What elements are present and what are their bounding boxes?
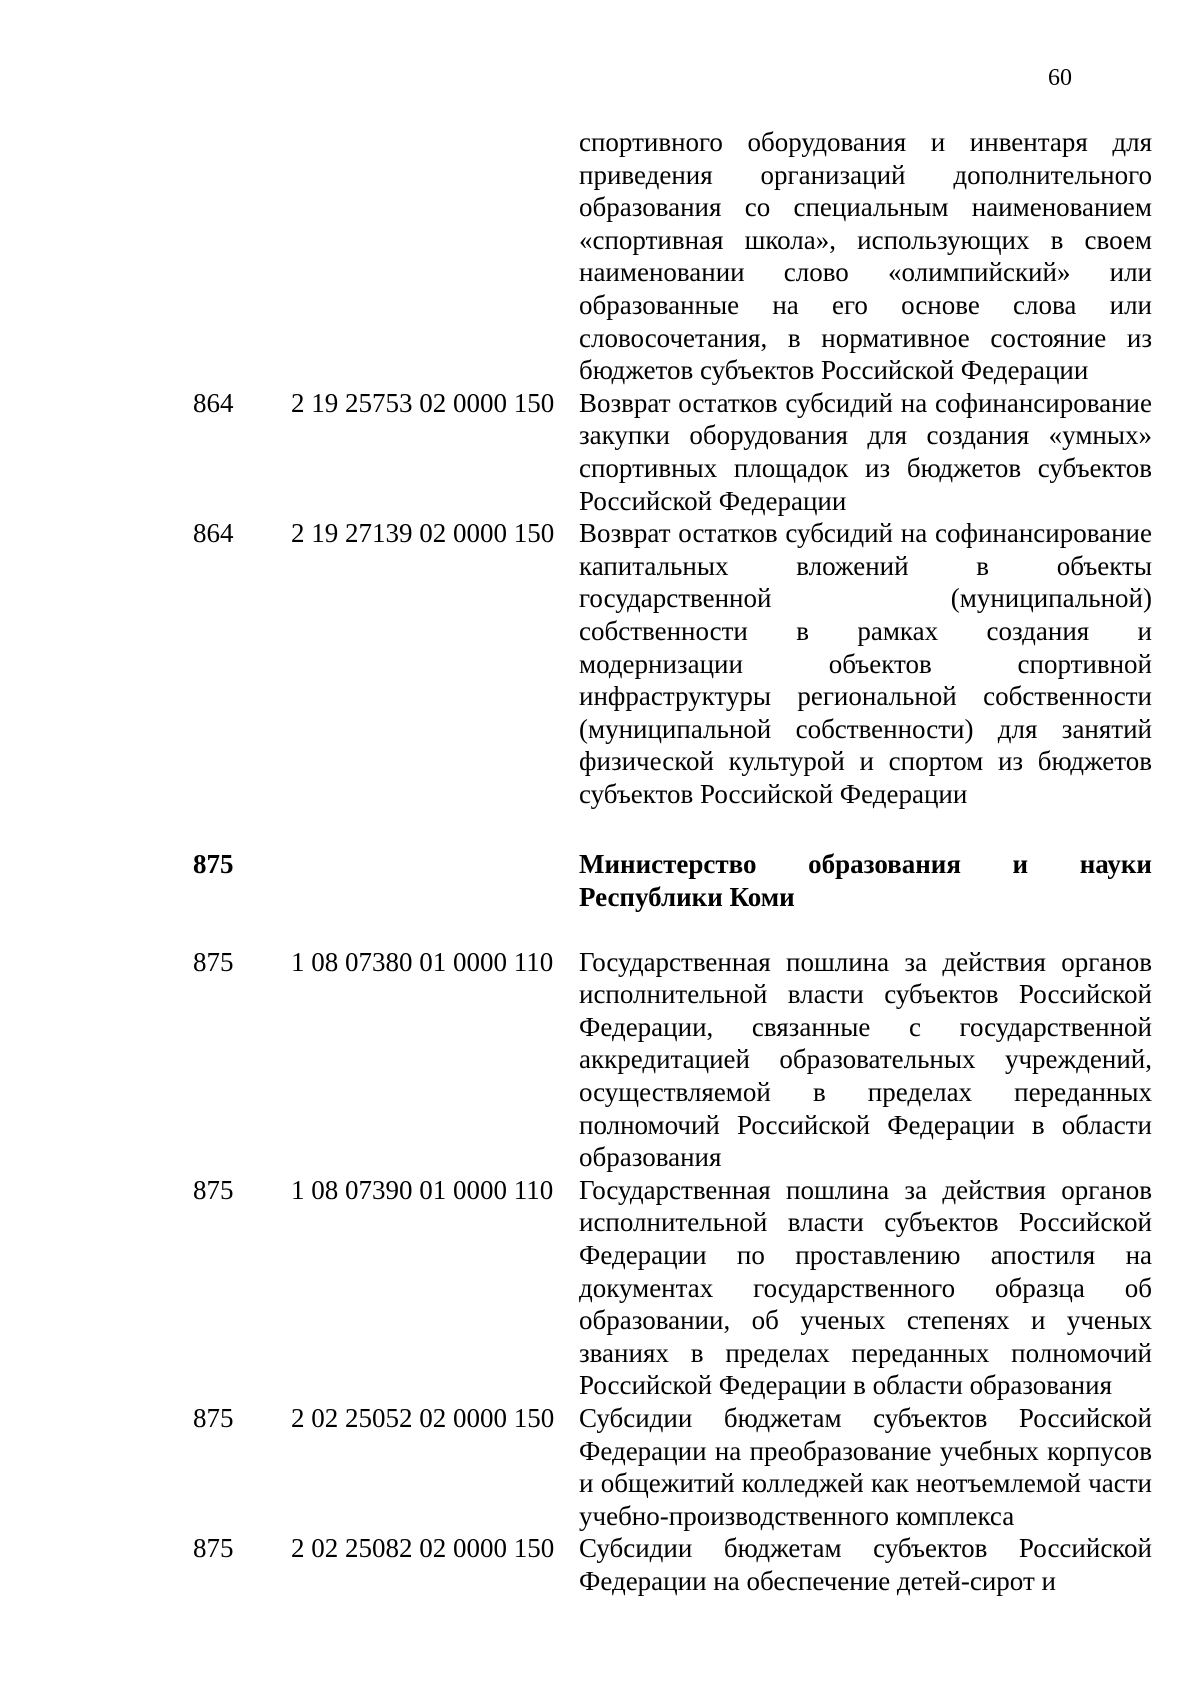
- table-row: [0, 1532, 1200, 1597]
- revenue-description: спортивного оборудования и инвентаря для приведения организаций дополнительного образования со специальным наименованием «спортивная школа», использующих в своем наименовании слово «олимпийский» или образованные на его основе слова или словосочетания, в нормативное состояние из бюджетов субъектов Российской Федерации: [579, 127, 1152, 386]
- administrator-heading-row: [0, 848, 1200, 913]
- admin-code: 864: [193, 387, 234, 418]
- table-row: [0, 126, 1200, 387]
- page-number: 60: [1048, 65, 1072, 91]
- administrator-name: Министерство образования и науки Республики Коми: [579, 849, 1152, 913]
- admin-code: 875: [193, 1533, 234, 1564]
- budget-classification-code: 1 08 07380 01 0000 110: [291, 946, 554, 977]
- revenue-code-table: [0, 126, 1200, 1598]
- revenue-description: Государственная пошлина за действия органов исполнительной власти субъектов Российской Федерации по проставлению апостиля на документах государственного образца об образовании, об ученых степенях и ученых званиях в пределах переданных полномочий Российской Федерации в области образования: [579, 1174, 1152, 1401]
- revenue-description: Государственная пошлина за действия органов исполнительной власти субъектов Российской Федерации, связанные с государственной аккредитацией образовательных учреждений, осуществляемой в пределах переданных полномочий Российской Федерации в области образования: [579, 946, 1152, 1173]
- revenue-description: Субсидии бюджетам субъектов Российской Федерации на обеспечение детей-сирот и: [579, 1533, 1152, 1596]
- admin-code: 864: [193, 518, 234, 549]
- admin-code: 875: [193, 1402, 234, 1433]
- table-row: [0, 517, 1200, 810]
- revenue-description: Субсидии бюджетам субъектов Российской Федерации на преобразование учебных корпусов и общежитий колледжей как неотъемлемой части учебно-производственного комплекса: [579, 1402, 1152, 1531]
- revenue-description: Возврат остатков субсидий на софинансирование закупки оборудования для создания «умных» спортивных площадок из бюджетов субъектов Российской Федерации: [579, 387, 1152, 516]
- admin-code: 875: [193, 1174, 234, 1205]
- budget-classification-code: 2 02 25052 02 0000 150: [291, 1402, 555, 1433]
- revenue-description: Возврат остатков субсидий на софинансирование капитальных вложений в объекты государственной (муниципальной) собственности в рамках создания и модернизации объектов спортивной инфраструктуры региональной собственности (муниципальной собственности) для занятий физической культурой и спортом из бюджетов субъектов Российской Федерации: [579, 518, 1152, 809]
- table-row: [0, 1402, 1200, 1532]
- admin-code: 875: [193, 849, 234, 880]
- section-spacer: [0, 810, 1200, 848]
- section-spacer: [0, 914, 1200, 946]
- budget-classification-code: 1 08 07390 01 0000 110: [291, 1174, 554, 1205]
- admin-code: 875: [193, 946, 234, 977]
- budget-classification-code: 2 19 27139 02 0000 150: [291, 518, 555, 549]
- table-row: [0, 1174, 1200, 1402]
- budget-classification-code: 2 02 25082 02 0000 150: [291, 1533, 555, 1564]
- table-row: [0, 946, 1200, 1174]
- table-row: [0, 387, 1200, 517]
- budget-classification-code: 2 19 25753 02 0000 150: [291, 387, 555, 418]
